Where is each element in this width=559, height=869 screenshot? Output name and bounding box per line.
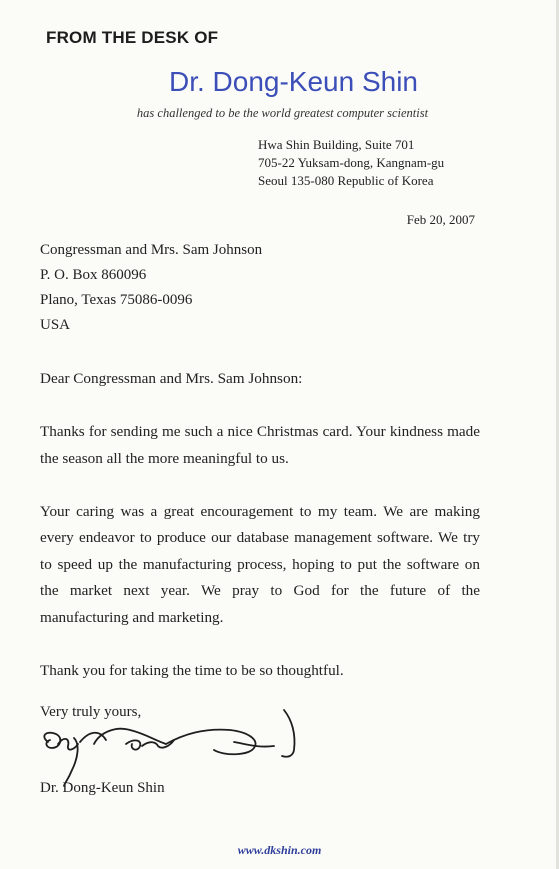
recipient-line: Plano, Texas 75086-0096 <box>40 292 193 308</box>
recipient-line: P. O. Box 860096 <box>40 267 147 283</box>
body-paragraph: Thank you for taking the time to be so thoughtful. <box>40 661 344 679</box>
letterhead-name: Dr. Dong-Keun Shin <box>168 66 419 97</box>
body-paragraph: Thanks for sending me such a nice Christmas card. Your kindness made the season all the more meaningful to us. <box>40 423 480 467</box>
sender-address <box>258 136 444 190</box>
letter-body <box>40 366 480 684</box>
letter-date: Feb 20, 2007 <box>406 212 475 227</box>
closing: Very truly yours, <box>40 704 142 720</box>
body-paragraph: Your caring was a great encouragement to my team. We are making every endeavor to produce our database management software. We try to speed up the manufacturing process, hoping to put the software on the market next year. We pray to God for the future of the manufacturing and marketing. <box>40 502 480 626</box>
sender-address-line: Hwa Shin Building, Suite 701 <box>258 137 415 152</box>
signer-name: Dr. Dong-Keun Shin <box>40 780 165 796</box>
recipient-line: USA <box>40 317 71 333</box>
footer-website: www.dkshin.com <box>237 843 322 857</box>
from-the-desk-heading: FROM THE DESK OF <box>46 28 219 47</box>
recipient-address <box>40 238 262 338</box>
sender-address-line: 705-22 Yuksam-dong, Kangnam-gu <box>258 155 445 170</box>
recipient-line: Congressman and Mrs. Sam Johnson <box>40 242 263 258</box>
salutation: Dear Congressman and Mrs. Sam Johnson: <box>40 370 303 387</box>
handwritten-signature-icon <box>34 700 304 790</box>
letterhead-tagline: has challenged to be the world greatest computer scientist <box>136 106 429 120</box>
sender-address-line: Seoul 135-080 Republic of Korea <box>258 173 434 188</box>
